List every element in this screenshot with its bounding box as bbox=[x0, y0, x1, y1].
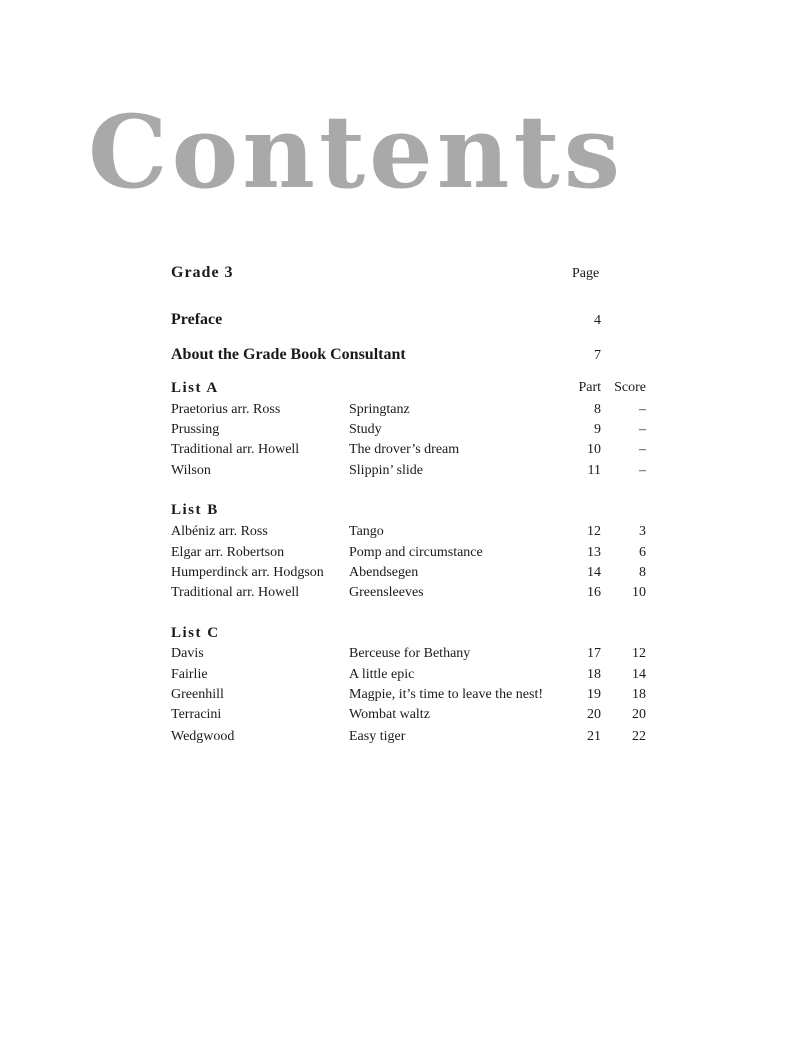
toc-page-consultant: 7 bbox=[594, 348, 601, 363]
list-b-heading: List B bbox=[171, 502, 219, 518]
score-page: – bbox=[639, 463, 646, 478]
part-page: 17 bbox=[587, 646, 601, 661]
composer: Davis bbox=[171, 646, 204, 661]
composer: Elgar arr. Robertson bbox=[171, 545, 285, 560]
part-page: 9 bbox=[594, 422, 601, 437]
score-page: 22 bbox=[632, 729, 646, 744]
score-page: 12 bbox=[632, 646, 646, 661]
score-page: 14 bbox=[632, 667, 646, 682]
piece-title: The drover’s dream bbox=[349, 442, 460, 457]
composer: Wilson bbox=[171, 463, 211, 478]
toc-row[interactable] bbox=[0, 463, 800, 483]
toc-row[interactable] bbox=[0, 729, 800, 749]
composer: Greenhill bbox=[171, 687, 224, 702]
part-page: 10 bbox=[587, 442, 601, 457]
composer: Terracini bbox=[171, 707, 222, 722]
part-page: 21 bbox=[587, 729, 601, 744]
part-page: 20 bbox=[587, 707, 601, 722]
piece-title: Tango bbox=[349, 524, 384, 539]
piece-title: Springtanz bbox=[349, 402, 410, 417]
piece-title: Study bbox=[349, 422, 382, 437]
piece-title: Berceuse for Bethany bbox=[349, 646, 471, 661]
toc-row[interactable] bbox=[0, 545, 800, 565]
score-page: 8 bbox=[639, 565, 646, 580]
piece-title: Wombat waltz bbox=[349, 707, 430, 722]
part-page: 18 bbox=[587, 667, 601, 682]
composer: Wedgwood bbox=[171, 729, 235, 744]
composer: Traditional arr. Howell bbox=[171, 585, 300, 600]
toc-row[interactable] bbox=[0, 585, 800, 605]
score-page: 3 bbox=[639, 524, 646, 539]
toc-row[interactable] bbox=[0, 565, 800, 585]
composer: Fairlie bbox=[171, 667, 208, 682]
grade-heading: Grade 3 bbox=[171, 264, 234, 281]
piece-title: Greensleeves bbox=[349, 585, 424, 600]
score-page: 20 bbox=[632, 707, 646, 722]
part-page: 11 bbox=[587, 463, 601, 478]
composer: Praetorius arr. Ross bbox=[171, 402, 281, 417]
page-column-heading: Page bbox=[572, 266, 600, 281]
toc-entry-preface[interactable]: Preface bbox=[171, 311, 223, 328]
part-page: 8 bbox=[594, 402, 601, 417]
score-page: 10 bbox=[632, 585, 646, 600]
toc-page-preface: 4 bbox=[594, 313, 601, 328]
composer: Albéniz arr. Ross bbox=[171, 524, 268, 539]
composer: Prussing bbox=[171, 422, 220, 437]
piece-title: Pomp and circumstance bbox=[349, 545, 483, 560]
toc-row[interactable] bbox=[0, 646, 800, 666]
composer: Humperdinck arr. Hodgson bbox=[171, 565, 324, 580]
part-page: 16 bbox=[587, 585, 601, 600]
toc-row[interactable] bbox=[0, 524, 800, 544]
piece-title: Easy tiger bbox=[349, 729, 406, 744]
toc-row[interactable] bbox=[0, 687, 800, 707]
toc-row[interactable] bbox=[0, 422, 800, 442]
piece-title: Magpie, it’s time to leave the nest! bbox=[349, 687, 544, 702]
score-page: 18 bbox=[632, 687, 646, 702]
piece-title: Slippin’ slide bbox=[349, 463, 424, 478]
piece-title: A little epic bbox=[349, 667, 415, 682]
part-page: 19 bbox=[587, 687, 601, 702]
page-title: Contents bbox=[88, 93, 625, 211]
score-column-heading: Score bbox=[614, 380, 646, 395]
part-page: 14 bbox=[587, 565, 601, 580]
part-column-heading: Part bbox=[578, 380, 601, 395]
score-page: – bbox=[639, 442, 646, 457]
piece-title: Abendsegen bbox=[349, 565, 419, 580]
toc-row[interactable] bbox=[0, 707, 800, 727]
list-c-heading: List C bbox=[171, 625, 220, 641]
part-page: 13 bbox=[587, 545, 601, 560]
score-page: – bbox=[639, 422, 646, 437]
toc-row[interactable] bbox=[0, 442, 800, 462]
toc-row[interactable] bbox=[0, 667, 800, 687]
score-page: 6 bbox=[639, 545, 646, 560]
score-page: – bbox=[639, 402, 646, 417]
toc-entry-consultant[interactable]: About the Grade Book Consultant bbox=[171, 346, 406, 363]
toc-row[interactable] bbox=[0, 402, 800, 422]
part-page: 12 bbox=[587, 524, 601, 539]
composer: Traditional arr. Howell bbox=[171, 442, 300, 457]
list-a-heading: List A bbox=[171, 380, 219, 396]
